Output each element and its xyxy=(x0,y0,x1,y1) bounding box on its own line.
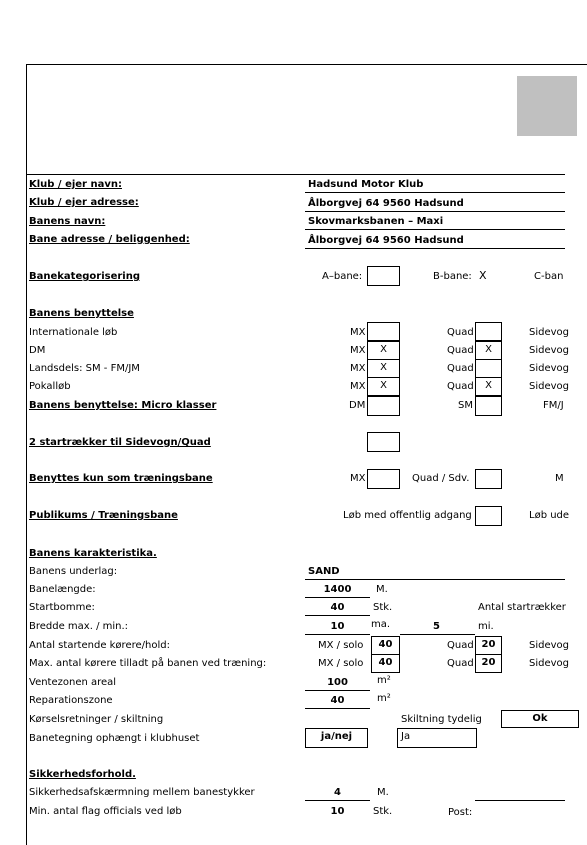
usage-mx-box[interactable]: X xyxy=(367,377,400,396)
drawing-value-box[interactable]: Ja xyxy=(397,728,477,748)
rule xyxy=(305,192,565,193)
start-rows-box[interactable] xyxy=(367,432,400,452)
usage-quad-box[interactable]: X xyxy=(475,341,502,360)
drawing-label: Banetegning ophængt i klubhuset xyxy=(29,733,200,744)
rule xyxy=(305,229,565,230)
width-label: Bredde max. / min.: xyxy=(29,621,129,632)
training-quad-label: Quad / Sdv. xyxy=(412,473,470,484)
rule xyxy=(305,597,370,598)
category-title: Banekategorisering xyxy=(29,271,140,282)
direction-label: Kørselsretninger / skiltning xyxy=(29,714,164,725)
mx-col-label: MX xyxy=(350,345,366,356)
usage-row-label: Landsdels: SM - FM/JM xyxy=(29,363,140,374)
repair-unit: m² xyxy=(377,693,391,704)
b-bane-value: X xyxy=(479,269,487,282)
mx-col-label: MX xyxy=(350,363,366,374)
training-mx-label: MX xyxy=(350,473,366,484)
length-unit: M. xyxy=(376,584,388,595)
track-address-label: Bane adresse / beliggenhed: xyxy=(29,234,190,245)
rule xyxy=(305,800,370,801)
rule xyxy=(305,248,565,249)
micro-fm-label: FM/J xyxy=(543,400,564,411)
waiting-unit: m² xyxy=(377,675,391,686)
club-address-label: Klub / ejer adresse: xyxy=(29,197,139,208)
rule xyxy=(400,634,475,635)
usage-title: Banens benyttelse xyxy=(29,308,134,319)
sidevogn-col-label: Sidevog xyxy=(529,345,570,356)
usage-quad-box[interactable]: X xyxy=(475,377,502,396)
track-name-value: Skovmarksbanen – Maxi xyxy=(308,216,444,227)
rule xyxy=(305,211,565,212)
header-divider xyxy=(26,174,565,175)
rule xyxy=(305,579,565,580)
usage-mx-box[interactable] xyxy=(367,322,400,341)
length-value: 1400 xyxy=(323,584,352,595)
usage-mx-box[interactable]: X xyxy=(367,341,400,360)
post-label: Post: xyxy=(448,807,473,818)
training-max-label: Max. antal kørere tilladt på banen ved træning: xyxy=(29,658,267,669)
quad-col-label: Quad xyxy=(447,327,474,338)
sidevogn-col-label: Sidevog xyxy=(529,327,570,338)
usage-row-label: Internationale løb xyxy=(29,327,118,338)
training-only-title: Benyttes kun som træningsbane xyxy=(29,473,213,484)
mx-col-label: MX xyxy=(350,381,366,392)
quad-col-label: Quad xyxy=(447,345,474,356)
track-name-label: Banens navn: xyxy=(29,216,106,227)
b-bane-label: B-bane: xyxy=(433,271,472,282)
rule xyxy=(305,634,370,635)
quad-col-label: Quad xyxy=(447,363,474,374)
public-title: Publikums / Træningsbane xyxy=(29,510,178,521)
usage-quad-box[interactable] xyxy=(475,322,502,341)
surface-value: SAND xyxy=(308,566,340,577)
width-min-unit: mi. xyxy=(478,621,494,632)
riders-mx-box[interactable]: 40 xyxy=(371,636,400,655)
logo-placeholder xyxy=(517,76,577,136)
a-bane-box[interactable] xyxy=(367,266,400,286)
gates-label: Startbomme: xyxy=(29,602,95,613)
public-access-label: Løb med offentlig adgang xyxy=(343,510,472,521)
gates-unit: Stk. xyxy=(373,602,393,613)
repair-value: 40 xyxy=(330,695,345,706)
micro-dm-label: DM xyxy=(349,400,366,411)
training-m-label: M xyxy=(555,473,564,484)
riders-quad-label: Quad xyxy=(447,640,474,651)
flags-unit: Stk. xyxy=(373,806,393,817)
flags-value: 10 xyxy=(330,806,345,817)
sign-label: Skiltning tydelig xyxy=(401,714,482,725)
rule xyxy=(305,708,370,709)
rule xyxy=(305,690,370,691)
rule xyxy=(475,800,565,801)
c-bane-label: C-ban xyxy=(534,271,564,282)
surface-label: Banens underlag: xyxy=(29,566,118,577)
micro-title: Banens benyttelse: Micro klasser xyxy=(29,400,217,411)
repair-label: Reparationszone xyxy=(29,695,113,706)
riders-label: Antal startende kørere/hold: xyxy=(29,640,170,651)
barrier-unit: M. xyxy=(377,787,389,798)
club-address-value: Ålborgvej 64 9560 Hadsund xyxy=(308,198,464,209)
training-mx-box[interactable] xyxy=(367,469,400,489)
club-name-label: Klub / ejer navn: xyxy=(29,179,122,190)
start-rows-title: 2 startrækker til Sidevogn/Quad xyxy=(29,437,211,448)
sidevogn-col-label: Sidevog xyxy=(529,381,570,392)
public-no-access-label: Løb ude xyxy=(529,510,570,521)
training-max-mx-box[interactable]: 40 xyxy=(371,654,400,673)
quad-col-label: Quad xyxy=(447,381,474,392)
training-max-mx-label: MX / solo xyxy=(318,658,364,669)
micro-sm-box[interactable] xyxy=(475,396,502,416)
width-max-value: 10 xyxy=(330,621,345,632)
width-min-value: 5 xyxy=(433,621,440,632)
riders-side-label: Sidevog xyxy=(529,640,570,651)
characteristics-title: Banens karakteristika. xyxy=(29,548,157,559)
riders-mx-label: MX / solo xyxy=(318,640,364,651)
width-max-unit: ma. xyxy=(371,619,391,630)
training-quad-box[interactable] xyxy=(475,469,502,489)
micro-dm-box[interactable] xyxy=(367,396,400,416)
public-access-box[interactable] xyxy=(475,506,502,526)
drawing-option-box[interactable]: ja/nej xyxy=(305,728,368,748)
rule xyxy=(305,615,370,616)
usage-mx-box[interactable]: X xyxy=(367,359,400,378)
training-max-quad-label: Quad xyxy=(447,658,474,669)
barrier-label: Sikkerhedsafskærmning mellem banestykker xyxy=(29,787,255,798)
usage-row-label: DM xyxy=(29,345,46,356)
club-name-value: Hadsund Motor Klub xyxy=(308,179,424,190)
safety-title: Sikkerhedsforhold. xyxy=(29,769,136,780)
sidevogn-col-label: Sidevog xyxy=(529,363,570,374)
training-max-quad-box[interactable]: 20 xyxy=(475,654,502,673)
start-rows-count-label: Antal startrækker xyxy=(478,602,566,613)
usage-row-label: Pokalløb xyxy=(29,381,71,392)
riders-quad-box[interactable]: 20 xyxy=(475,636,502,655)
track-address-value: Ålborgvej 64 9560 Hadsund xyxy=(308,235,464,246)
a-bane-label: A–bane: xyxy=(322,271,363,282)
gates-value: 40 xyxy=(330,602,345,613)
usage-quad-box[interactable] xyxy=(475,359,502,378)
length-label: Banelængde: xyxy=(29,584,96,595)
mx-col-label: MX xyxy=(350,327,366,338)
sign-value-box[interactable]: Ok xyxy=(501,710,579,728)
barrier-value: 4 xyxy=(334,787,341,798)
flags-label: Min. antal flag officials ved løb xyxy=(29,806,182,817)
micro-sm-label: SM xyxy=(458,400,473,411)
waiting-label: Ventezonen areal xyxy=(29,677,117,688)
waiting-value: 100 xyxy=(327,677,348,688)
training-max-side-label: Sidevog xyxy=(529,658,570,669)
